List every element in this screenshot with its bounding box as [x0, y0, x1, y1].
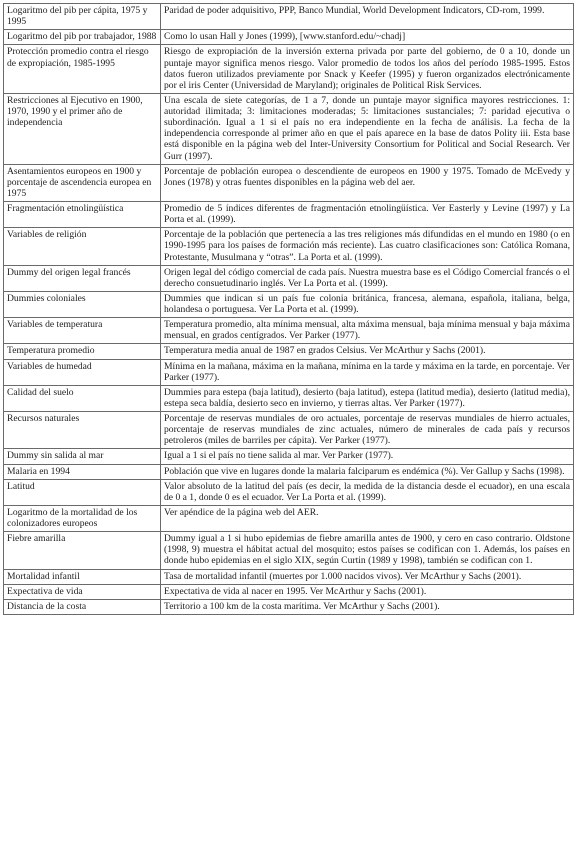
- variable-name: Logaritmo del pib por trabajador, 1988: [4, 30, 161, 45]
- table-row: [4, 30, 574, 45]
- variable-name: Restricciones al Ejecutivo en 1900, 1970, 1990 y el primer año de independencia: [4, 93, 161, 164]
- variable-name: Fragmentación etnolingüística: [4, 202, 161, 228]
- table-row: [4, 202, 574, 228]
- table-row: [4, 344, 574, 359]
- variable-description: Valor absoluto de la latitud del país (es decir, la medida de la distancia desde el ecuador), en una escala de 0 a 1, donde 0 es el ecuador. Ver La Porta et al. (1999).: [161, 479, 574, 505]
- table-row: [4, 385, 574, 411]
- variable-name: Fiebre amarilla: [4, 532, 161, 569]
- variable-name: Malaria en 1994: [4, 464, 161, 479]
- variable-description: Origen legal del código comercial de cada país. Nuestra muestra base es el Código Comercial francés o el derecho consuetudinario inglés. Ver La Porta et al. (1999).: [161, 265, 574, 291]
- variable-description: Tasa de mortalidad infantil (muertes por 1.000 nacidos vivos). Ver McArthur y Sachs (2001).: [161, 569, 574, 584]
- table-row: [4, 4, 574, 30]
- table-row: [4, 464, 574, 479]
- table-row: [4, 584, 574, 599]
- variable-description: Dummy igual a 1 si hubo epidemias de fiebre amarilla antes de 1900, y cero en caso contrario. Oldstone (1998, 9) muestra el hábitat actual del mosquito; estos países se codifican con 1. Además, los países en donde hubo epidemias en el siglo XIX, según Curtin (1989 y 1998), también se codifican con 1.: [161, 532, 574, 569]
- table-row: [4, 359, 574, 385]
- table-row: [4, 532, 574, 569]
- table-row: [4, 291, 574, 317]
- variable-name: Dummy del origen legal francés: [4, 265, 161, 291]
- variable-description: Igual a 1 si el país no tiene salida al mar. Ver Parker (1977).: [161, 449, 574, 464]
- variable-name: Variables de temperatura: [4, 318, 161, 344]
- variable-name: Asentamientos europeos en 1900 y porcentaje de ascendencia europea en 1975: [4, 164, 161, 201]
- variable-name: Protección promedio contra el riesgo de expropiación, 1985-1995: [4, 45, 161, 94]
- variable-description: Paridad de poder adquisitivo, PPP, Banco Mundial, World Development Indicators, CD-rom, 1999.: [161, 4, 574, 30]
- variable-description: Porcentaje de reservas mundiales de oro actuales, porcentaje de reservas mundiales de hierro actuales, porcentaje de reservas mundiales de zinc actuales, número de minerales de cada país y recursos petroleros (miles de barriles per cápita). Ver Parker (1977).: [161, 412, 574, 449]
- table-row: [4, 449, 574, 464]
- variable-description: Dummies para estepa (baja latitud), desierto (baja latitud), estepa (latitud media), desierto (latitud media), estepa seca baldía, desierto seco en invierno, y tierras altas. Ver Parker (1977).: [161, 385, 574, 411]
- variable-description: Como lo usan Hall y Jones (1999), [www.stanford.edu/~chadj]: [161, 30, 574, 45]
- variable-description: Mínima en la mañana, máxima en la mañana, mínima en la tarde y máxima en la tarde, en porcentaje. Ver Parker (1977).: [161, 359, 574, 385]
- table-row: [4, 164, 574, 201]
- variable-description: Promedio de 5 índices diferentes de fragmentación etnolingüística. Ver Easterly y Levine (1997) y La Porta et al. (1999).: [161, 202, 574, 228]
- variable-description: Porcentaje de la población que pertenecía a las tres religiones más difundidas en el mundo en 1980 (o en 1990-1995 para los países de formación más reciente). Las cuatro clasificaciones son: Católica Romana, Protestante, Musulmana y “otras”. La Porta et al. (1999).: [161, 228, 574, 265]
- variable-name: Distancia de la costa: [4, 599, 161, 614]
- variables-table-body: [4, 4, 574, 615]
- variable-description: Población que vive en lugares donde la malaria falciparum es endémica (%). Ver Gallup y Sachs (1998).: [161, 464, 574, 479]
- table-row: [4, 93, 574, 164]
- variable-name: Dummy sin salida al mar: [4, 449, 161, 464]
- table-row: [4, 45, 574, 94]
- variable-description: Temperatura media anual de 1987 en grados Celsius. Ver McArthur y Sachs (2001).: [161, 344, 574, 359]
- variable-description: Porcentaje de población europea o descendiente de europeos en 1900 y 1975. Tomado de McEvedy y Jones (1978) y otras fuentes disponibles en la página web del aer.: [161, 164, 574, 201]
- variable-description: Territorio a 100 km de la costa marítima. Ver McArthur y Sachs (2001).: [161, 599, 574, 614]
- table-row: [4, 569, 574, 584]
- table-row: [4, 412, 574, 449]
- variable-name: Recursos naturales: [4, 412, 161, 449]
- variable-name: Calidad del suelo: [4, 385, 161, 411]
- variable-name: Dummies coloniales: [4, 291, 161, 317]
- variable-name: Expectativa de vida: [4, 584, 161, 599]
- variable-name: Variables de religión: [4, 228, 161, 265]
- table-row: [4, 265, 574, 291]
- variable-name: Latitud: [4, 479, 161, 505]
- variable-name: Temperatura promedio: [4, 344, 161, 359]
- table-row: [4, 479, 574, 505]
- table-row: [4, 318, 574, 344]
- variable-name: Logaritmo del pib per cápita, 1975 y 1995: [4, 4, 161, 30]
- variable-description: Temperatura promedio, alta mínima mensual, alta máxima mensual, baja mínima mensual y baja máxima mensual, en grados centígrados. Ver Parker (1977).: [161, 318, 574, 344]
- table-row: [4, 505, 574, 531]
- variable-description: Una escala de siete categorías, de 1 a 7, donde un puntaje mayor significa mayores restricciones. 1: autoridad ilimitada; 3: limitaciones moderadas; 5: limitaciones sustanciales; 7: paridad ejecutiva o subordinación. Igual a 1 si el país no era independiente en la fecha de análisis. La fecha de la independencia corresponde al primer año en que el país aparece en la base de datos Polity iii. Esta base está disponible en la página web del Inter-University Consortium for Political and Social Research. Ver Gurr (1997).: [161, 93, 574, 164]
- variable-name: Logaritmo de la mortalidad de los colonizadores europeos: [4, 505, 161, 531]
- variable-description: Dummies que indican si un país fue colonia británica, francesa, alemana, española, italiana, belga, holandesa o portuguesa. Ver La Porta et al. (1999).: [161, 291, 574, 317]
- variable-description: Expectativa de vida al nacer en 1995. Ver McArthur y Sachs (2001).: [161, 584, 574, 599]
- table-row: [4, 599, 574, 614]
- variables-table: [3, 3, 574, 615]
- variable-name: Mortalidad infantil: [4, 569, 161, 584]
- variable-description: Riesgo de expropiación de la inversión externa privada por parte del gobierno, de 0 a 10, donde un puntaje mayor significa menos riesgo. Valor promedio de todos los años del período 1985-1995. Estos datos fueron utilizados previamente por Snack y Keefer (1995) y fueron organizados electrónicamente por el iris Center (Universidad de Maryland); originales de Political Risk Services.: [161, 45, 574, 94]
- variable-name: Variables de humedad: [4, 359, 161, 385]
- table-row: [4, 228, 574, 265]
- variable-description: Ver apéndice de la página web del AER.: [161, 505, 574, 531]
